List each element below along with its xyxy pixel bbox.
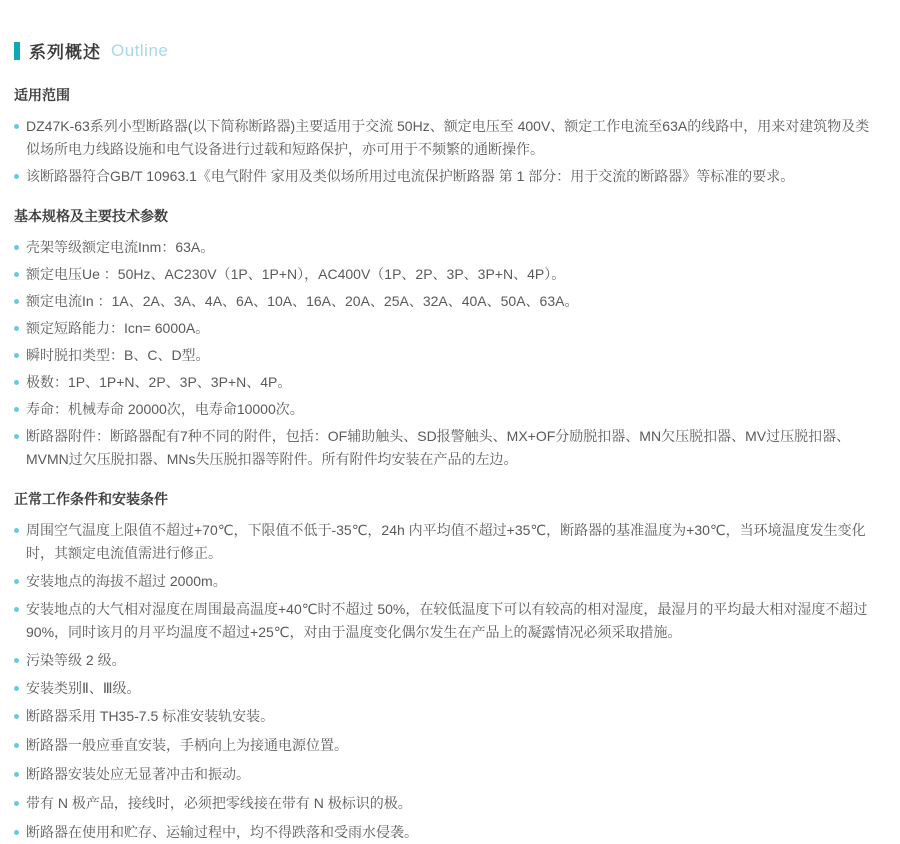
page-title-en: Outline bbox=[111, 40, 169, 60]
list-item: DZ47K-63系列小型断路器(以下简称断路器)主要适用于交流 50Hz、额定电压至 400V、额定工作电流至63A的线路中，用来对建筑物及类似场所电力线路设施和电气设备进行过载和短路保护，亦可用于不频繁的通断操作。 bbox=[14, 115, 878, 161]
list-item: 断路器采用 TH35-7.5 标准安装轨安装。 bbox=[14, 705, 878, 728]
section-heading-scope: 适用范围 bbox=[14, 87, 70, 103]
list-item: 安装类别Ⅱ、Ⅲ级。 bbox=[14, 677, 878, 700]
list-item: 该断路器符合GB/T 10963.1《电气附件 家用及类似场所用过电流保护断路器 第 1 部分：用于交流的断路器》等标准的要求。 bbox=[14, 165, 878, 188]
list-item: 安装地点的大气相对湿度在周围最高温度+40℃时不超过 50%，在较低温度下可以有较高的相对湿度，最湿月的平均最大相对湿度不超过 90%，同时该月的月平均温度不超过+25℃，对由于温度变化偶尔发生在产品上的凝露情况必须采取措施。 bbox=[14, 598, 878, 644]
list-item: 极数：1P、1P+N、2P、3P、3P+N、4P。 bbox=[14, 371, 878, 394]
list-item: 壳架等级额定电流Inm：63A。 bbox=[14, 236, 878, 259]
list-item: 断路器在使用和贮存、运输过程中，均不得跌落和受雨水侵袭。 bbox=[14, 821, 878, 844]
bullet-list-conditions bbox=[14, 519, 878, 844]
list-item: 周围空气温度上限值不超过+70℃，下限值不低于-35℃，24h 内平均值不超过+35℃，断路器的基准温度为+30℃，当环境温度发生变化时，其额定电流值需进行修正。 bbox=[14, 519, 878, 565]
list-item: 断路器附件：断路器配有7种不同的附件，包括：OF辅助触头、SD报警触头、MX+OF分励脱扣器、MN欠压脱扣器、MV过压脱扣器、MVMN过欠压脱扣器、MNs失压脱扣器等附件。所有附件均安装在产品的左边。 bbox=[14, 425, 878, 471]
bullet-list-specs bbox=[14, 236, 878, 471]
list-item: 安装地点的海拔不超过 2000m。 bbox=[14, 570, 878, 593]
section-heading-specs: 基本规格及主要技术参数 bbox=[14, 208, 168, 224]
section-specs bbox=[14, 206, 878, 471]
list-item: 瞬时脱扣类型：B、C、D型。 bbox=[14, 344, 878, 367]
section-scope bbox=[14, 85, 878, 188]
page-title-cn: 系列概述 bbox=[29, 43, 101, 62]
section-conditions bbox=[14, 489, 878, 844]
bullet-list-scope bbox=[14, 115, 878, 188]
page-title bbox=[14, 38, 878, 63]
list-item: 额定电流In ：1A、2A、3A、4A、6A、10A、16A、20A、25A、32A、40A、50A、63A。 bbox=[14, 290, 878, 313]
list-item: 污染等级 2 级。 bbox=[14, 649, 878, 672]
section-heading-conditions: 正常工作条件和安装条件 bbox=[14, 491, 168, 507]
list-item: 额定电压Ue ：50Hz、AC230V（1P、1P+N），AC400V（1P、2P、3P、3P+N、4P）。 bbox=[14, 263, 878, 286]
list-item: 断路器一般应垂直安装，手柄向上为接通电源位置。 bbox=[14, 734, 878, 757]
list-item: 额定短路能力：Icn= 6000A。 bbox=[14, 317, 878, 340]
list-item: 带有 N 极产品，接线时，必须把零线接在带有 N 极标识的极。 bbox=[14, 792, 878, 815]
title-accent-bar bbox=[14, 42, 20, 60]
list-item: 断路器安装处应无显著冲击和振动。 bbox=[14, 763, 878, 786]
list-item: 寿命：机械寿命 20000次，电寿命10000次。 bbox=[14, 398, 878, 421]
